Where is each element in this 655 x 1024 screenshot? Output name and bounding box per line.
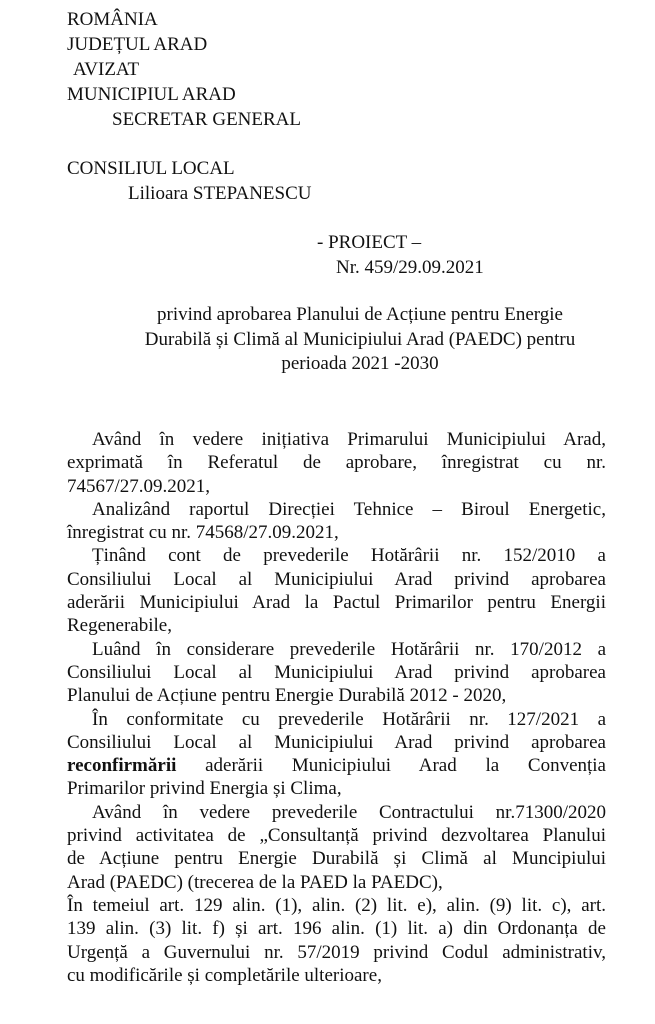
header-municipality: MUNICIPIUL ARAD	[67, 84, 236, 105]
paragraph-line: Ținând cont de prevederile Hotărârii nr. 152/2010 a	[92, 545, 606, 567]
header-county: JUDEȚUL ARAD	[67, 34, 208, 55]
project-number: Nr. 459/29.09.2021	[336, 257, 484, 278]
paragraph-line: Consiliului Local al Municipiului Arad privind aprobarea	[67, 661, 606, 683]
subject-line-2: Durabilă și Climă al Municipiului Arad (PAEDC) pentru	[144, 328, 576, 350]
document-subject	[100, 303, 620, 377]
paragraph-line: Regenerabile,	[67, 615, 172, 637]
paragraph-legal-basis	[67, 894, 606, 987]
paragraph-hcl-152	[67, 544, 606, 637]
header-avizat: AVIZAT	[73, 59, 140, 80]
document-body	[67, 428, 606, 987]
paragraph-line: de Acțiune pentru Energie Durabilă și Climă al Muncipiului	[67, 848, 606, 870]
bold-word: reconfirmării	[67, 755, 177, 777]
paragraph-line: Primarilor privind Energia și Clima,	[67, 778, 342, 800]
paragraph-line: Analizând raportul Direcției Tehnice – Biroul Energetic,	[92, 498, 606, 520]
project-label: - PROIECT –	[317, 232, 422, 253]
paragraph-line: 139 alin. (3) lit. f) și art. 196 alin. (1) lit. a) din Ordonanța de	[67, 918, 606, 940]
paragraph-line: Consiliului Local al Municipiului Arad privind aprobarea	[67, 568, 606, 590]
paragraph-contract	[67, 801, 606, 894]
header-council: CONSILIUL LOCAL	[67, 158, 235, 179]
subject-line-1: privind aprobarea Planului de Acțiune pentru Energie	[157, 304, 563, 325]
paragraph-line: Consiliului Local al Municipiului Arad privind aprobarea	[67, 731, 606, 753]
paragraph-line: exprimată în Referatul de aprobare, înregistrat cu nr.	[67, 452, 606, 474]
paragraph-line: Planului de Acțiune pentru Energie Durabilă 2012 - 2020,	[67, 685, 507, 707]
paragraph-line: Arad (PAEDC) (trecerea de la PAED la PAEDC),	[67, 871, 443, 893]
paragraph-line: În conformitate cu prevederile Hotărârii nr. 127/2021 a	[92, 708, 606, 730]
paragraph-hcl-170	[67, 638, 606, 708]
paragraph-line-bold	[67, 754, 606, 777]
header-country: ROMÂNIA	[67, 9, 158, 30]
paragraph-line: aderării Municipiului Arad la Pactul Primarilor pentru Energii	[67, 592, 606, 614]
paragraph-line: 74567/27.09.2021,	[67, 475, 211, 497]
paragraph-report	[67, 498, 606, 545]
paragraph-hcl-127	[67, 708, 606, 801]
paragraph-line: Luând în considerare prevederile Hotărârii nr. 170/2012 a	[92, 638, 606, 660]
paragraph-line: În temeiul art. 129 alin. (1), alin. (2) lit. e), alin. (9) lit. c), art.	[67, 894, 606, 916]
paragraph-line: privind activitatea de „Consultanță privind dezvoltarea Planului	[67, 825, 606, 847]
header-secretary-name: Lilioara STEPANESCU	[128, 183, 312, 204]
paragraph-line: Având în vedere inițiativa Primarului Municipiului Arad,	[92, 429, 606, 450]
paragraph-line-rest: aderării Municipiului Arad la Convenția	[176, 755, 606, 777]
subject-line-3: perioada 2021 -2030	[281, 353, 439, 374]
paragraph-initiative	[67, 428, 606, 498]
paragraph-line: cu modificările și completările ulterioare,	[67, 964, 382, 986]
paragraph-line: Urgență a Guvernului nr. 57/2019 privind Codul administrativ,	[67, 941, 606, 963]
paragraph-line: înregistrat cu nr. 74568/27.09.2021,	[67, 522, 339, 544]
paragraph-line: Având în vedere prevederile Contractului nr.71300/2020	[92, 801, 606, 823]
header-secretary-title: SECRETAR GENERAL	[112, 109, 302, 130]
